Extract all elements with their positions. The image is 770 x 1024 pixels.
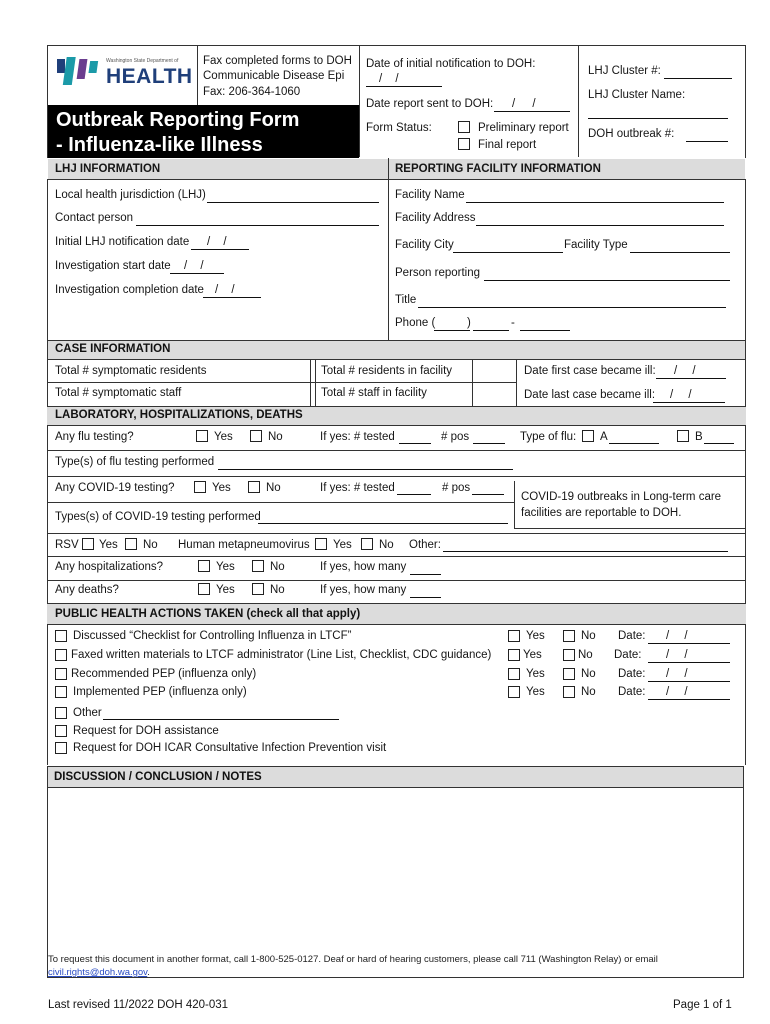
covid-yes-checkbox[interactable] [194, 481, 206, 493]
person-reporting-field[interactable] [484, 280, 730, 281]
any-deaths-label: Any deaths? [55, 584, 119, 596]
case-heading: CASE INFORMATION [55, 343, 171, 355]
action-3-date-field[interactable] [648, 681, 730, 682]
hmpv-label: Human metapneumovirus [178, 539, 310, 551]
contact-label: Contact person [55, 212, 133, 224]
investigation-completion-label: Investigation completion date [55, 284, 204, 296]
notification-date-blank: / / [207, 236, 227, 248]
action-5-label: Other [73, 707, 102, 719]
hmpv-yes-checkbox[interactable] [315, 538, 327, 550]
investigation-completion-field[interactable] [203, 297, 261, 298]
date-last-field[interactable] [653, 402, 725, 403]
staff-in-facility-label: Total # staff in facility [321, 387, 427, 399]
action-4-date-blank: / / [666, 686, 688, 698]
form-status-label: Form Status: [366, 122, 432, 134]
email-suffix: . [147, 967, 150, 978]
flu-b-label: B [695, 431, 703, 443]
staff-in-facility-field[interactable] [473, 384, 515, 404]
lhj-cluster-num-field[interactable] [664, 78, 732, 79]
date-initial-label: Date of initial notification to DOH: [366, 58, 536, 70]
action-2-no-label: No [578, 649, 593, 661]
date-initial-blank: / / [379, 73, 399, 85]
covid-tested-label: If yes: # tested [320, 482, 395, 494]
action-2-label: Faxed written materials to LTCF administrator (Line List, Checklist, CDC guidance) [71, 649, 492, 661]
notes-textarea[interactable] [47, 788, 744, 978]
action-3-date-blank: / / [666, 668, 688, 680]
fax-line-3: Fax: 206-364-1060 [203, 86, 301, 98]
covid-note-text: COVID-19 outbreaks in Long-term care facilities are reportable to DOH. [521, 491, 722, 519]
investigation-start-field[interactable] [170, 273, 224, 274]
rsv-yes-checkbox[interactable] [82, 538, 94, 550]
action-2-date-label: Date: [614, 649, 642, 661]
other-virus-label: Other: [409, 539, 441, 551]
email-link[interactable]: civil.rights@doh.wa.gov [48, 967, 148, 978]
preliminary-checkbox[interactable] [458, 121, 470, 133]
action-6-checkbox[interactable] [55, 725, 67, 737]
action-1-yes-checkbox[interactable] [508, 630, 520, 642]
action-3-yes-label: Yes [526, 668, 545, 680]
flu-b-checkbox[interactable] [677, 430, 689, 442]
flu-no-label: No [268, 431, 283, 443]
facility-address-label: Facility Address [395, 212, 476, 224]
covid-yes-label: Yes [212, 482, 231, 494]
title-line-1: Outbreak Reporting Form [56, 109, 300, 131]
action-4-date-field[interactable] [648, 699, 730, 700]
covid-note [514, 481, 745, 529]
action-2-date-blank: / / [666, 649, 688, 661]
action-3-date-label: Date: [618, 668, 646, 680]
lhj-info-heading: LHJ INFORMATION [55, 163, 161, 175]
action-2-no-checkbox[interactable] [563, 649, 575, 661]
person-reporting-label: Person reporting [395, 267, 481, 279]
date-sent-field[interactable] [494, 111, 570, 112]
action-3-checkbox[interactable] [55, 668, 67, 680]
deaths-how-many-field[interactable] [410, 597, 441, 598]
jurisdiction-field[interactable] [207, 202, 379, 203]
action-1-checkbox[interactable] [55, 630, 67, 642]
title-line-2: - Influenza-like Illness [56, 134, 263, 156]
symptomatic-residents-label: Total # symptomatic residents [55, 365, 207, 377]
covid-no-label: No [266, 482, 281, 494]
action-4-label: Implemented PEP (influenza only) [73, 686, 247, 698]
action-5-checkbox[interactable] [55, 707, 67, 719]
flu-pos-label: # pos [441, 431, 470, 443]
logo-icon [56, 55, 104, 89]
action-2-yes-label: Yes [523, 649, 542, 661]
title-label: Title [395, 294, 417, 306]
covid-types-field[interactable] [258, 523, 508, 524]
date-first-blank: / / [674, 365, 696, 377]
action-1-yes-label: Yes [526, 630, 545, 642]
deaths-yes-checkbox[interactable] [198, 583, 210, 595]
flu-pos-field[interactable] [473, 443, 505, 444]
date-last-blank: / / [670, 389, 692, 401]
flu-tested-label: If yes: # tested [320, 431, 395, 443]
flu-tested-field[interactable] [399, 443, 431, 444]
flu-a-field[interactable] [609, 443, 659, 444]
fax-line-1: Fax completed forms to DOH [203, 55, 352, 67]
revised-text: Last revised 11/2022 DOH 420-031 [48, 999, 229, 1011]
covid-pos-field[interactable] [472, 494, 504, 495]
hosp-how-many-label: If yes, how many [320, 561, 407, 573]
date-first-label: Date first case became ill: [524, 365, 656, 377]
action-7-label: Request for DOH ICAR Consultative Infection Prevention visit [73, 742, 387, 754]
doh-outbreak-label: DOH outbreak #: [588, 128, 675, 140]
jurisdiction-label: Local health jurisdiction (LHJ) [55, 189, 206, 201]
notification-date-label: Initial LHJ notification date [55, 236, 190, 248]
any-covid-label: Any COVID-19 testing? [55, 482, 175, 494]
preliminary-label: Preliminary report [478, 122, 569, 134]
flu-types-field[interactable] [218, 469, 513, 470]
action-1-no-label: No [581, 630, 596, 642]
case-band [47, 340, 746, 360]
rsv-label: RSV [55, 539, 79, 551]
action-3-yes-checkbox[interactable] [508, 668, 520, 680]
flu-b-field[interactable] [704, 443, 734, 444]
action-4-date-label: Date: [618, 686, 646, 698]
rsv-no-checkbox[interactable] [125, 538, 137, 550]
action-4-yes-checkbox[interactable] [508, 686, 520, 698]
covid-tested-field[interactable] [397, 494, 431, 495]
deaths-no-label: No [270, 584, 285, 596]
action-7-checkbox[interactable] [55, 742, 67, 754]
title-field[interactable] [418, 307, 726, 308]
flu-a-label: A [600, 431, 608, 443]
action-6-label: Request for DOH assistance [73, 725, 219, 737]
facility-name-label: Facility Name [395, 189, 465, 201]
flu-no-checkbox[interactable] [250, 430, 262, 442]
lhj-cluster-num-label: LHJ Cluster #: [588, 65, 661, 77]
page-title [48, 105, 359, 158]
action-1-no-checkbox[interactable] [563, 630, 575, 642]
action-3-label: Recommended PEP (influenza only) [71, 668, 257, 680]
hosp-no-checkbox[interactable] [252, 560, 264, 572]
fax-line-2: Communicable Disease Epi [203, 70, 345, 82]
action-4-checkbox[interactable] [55, 686, 67, 698]
symptomatic-residents-field[interactable] [265, 361, 309, 381]
actions-heading: PUBLIC HEALTH ACTIONS TAKEN (check all that apply) [55, 608, 361, 620]
action-2-date-field[interactable] [648, 662, 730, 663]
notes-heading: DISCUSSION / CONCLUSION / NOTES [54, 771, 262, 783]
action-1-date-field[interactable] [648, 643, 730, 644]
phone-label: Phone ( [395, 317, 436, 329]
date-first-field[interactable] [656, 378, 726, 379]
notes-band [47, 766, 744, 788]
page-number: Page 1 of 1 [673, 999, 732, 1011]
phone-area-field[interactable] [434, 330, 470, 331]
any-hosp-label: Any hospitalizations? [55, 561, 164, 573]
action-1-date-label: Date: [618, 630, 646, 642]
lab-heading: LABORATORY, HOSPITALIZATIONS, DEATHS [55, 409, 303, 421]
covid-no-checkbox[interactable] [248, 481, 260, 493]
facility-info-heading: REPORTING FACILITY INFORMATION [395, 163, 601, 175]
date-sent-label: Date report sent to DOH: [366, 98, 494, 110]
phone-line-field[interactable] [520, 330, 570, 331]
hosp-yes-label: Yes [216, 561, 235, 573]
action-3-no-checkbox[interactable] [563, 668, 575, 680]
action-1-label: Discussed “Checklist for Controlling Influenza in LTCF” [73, 630, 352, 642]
date-initial-field[interactable] [366, 86, 442, 87]
action-2-checkbox[interactable] [55, 649, 67, 661]
action-1-date-blank: / / [666, 630, 688, 642]
hmpv-no-label: No [379, 539, 394, 551]
logo-small-text: Washington State Department of [106, 58, 179, 64]
final-checkbox[interactable] [458, 138, 470, 150]
logo-text: HEALTH [106, 65, 193, 88]
facility-city-label: Facility City [395, 239, 454, 251]
flu-a-checkbox[interactable] [582, 430, 594, 442]
doh-outbreak-field[interactable] [686, 141, 728, 142]
symptomatic-staff-label: Total # symptomatic staff [55, 387, 182, 399]
covid-pos-label: # pos [442, 482, 471, 494]
action-4-yes-label: Yes [526, 686, 545, 698]
type-of-flu-label: Type of flu: [520, 431, 577, 443]
hosp-how-many-field[interactable] [410, 574, 441, 575]
hosp-yes-checkbox[interactable] [198, 560, 210, 572]
deaths-yes-label: Yes [216, 584, 235, 596]
action-other-field[interactable] [103, 719, 339, 720]
investigation-start-label: Investigation start date [55, 260, 171, 272]
action-4-no-checkbox[interactable] [563, 686, 575, 698]
hmpv-yes-label: Yes [333, 539, 352, 551]
lab-band [47, 406, 746, 426]
lhj-cluster-name-field[interactable] [588, 118, 728, 119]
covid-types-label: Types(s) of COVID-19 testing performed [55, 511, 261, 523]
flu-yes-label: Yes [214, 431, 233, 443]
phone-close: ) [467, 317, 471, 329]
investigation-completion-blank: / / [215, 284, 235, 296]
residents-in-facility-label: Total # residents in facility [321, 365, 453, 377]
facility-type-label: Facility Type [564, 239, 628, 251]
facility-address-field[interactable] [476, 225, 724, 226]
request-text [48, 953, 688, 979]
action-2-yes-checkbox[interactable] [508, 649, 520, 661]
doh-logo [56, 55, 191, 91]
action-3-no-label: No [581, 668, 596, 680]
hmpv-no-checkbox[interactable] [361, 538, 373, 550]
deaths-how-many-label: If yes, how many [320, 584, 407, 596]
investigation-start-blank: / / [184, 260, 204, 272]
flu-yes-checkbox[interactable] [196, 430, 208, 442]
rsv-yes-label: Yes [99, 539, 118, 551]
notification-date-field[interactable] [191, 249, 249, 250]
facility-name-field[interactable] [466, 202, 724, 203]
hosp-no-label: No [270, 561, 285, 573]
deaths-no-checkbox[interactable] [252, 583, 264, 595]
residents-in-facility-field[interactable] [473, 361, 515, 381]
facility-city-field[interactable] [453, 252, 563, 253]
facility-type-field[interactable] [630, 252, 730, 253]
flu-types-label: Type(s) of flu testing performed [55, 456, 215, 468]
any-flu-label: Any flu testing? [55, 431, 134, 443]
contact-field[interactable] [136, 225, 379, 226]
other-virus-field[interactable] [443, 551, 728, 552]
symptomatic-staff-field[interactable] [265, 384, 309, 404]
final-label: Final report [478, 139, 537, 151]
phone-prefix-field[interactable] [473, 330, 509, 331]
date-sent-blank: / / [512, 98, 536, 110]
lhj-cluster-name-label: LHJ Cluster Name: [588, 89, 686, 101]
rsv-no-label: No [143, 539, 158, 551]
request-text-body: To request this document in another format, call 1-800-525-0127. Deaf or hard of hearing customers, please call 711 (Washington Relay) or email [48, 954, 658, 965]
phone-dash: - [511, 317, 515, 329]
action-4-no-label: No [581, 686, 596, 698]
date-last-label: Date last case became ill: [524, 389, 656, 401]
actions-band [47, 603, 746, 625]
